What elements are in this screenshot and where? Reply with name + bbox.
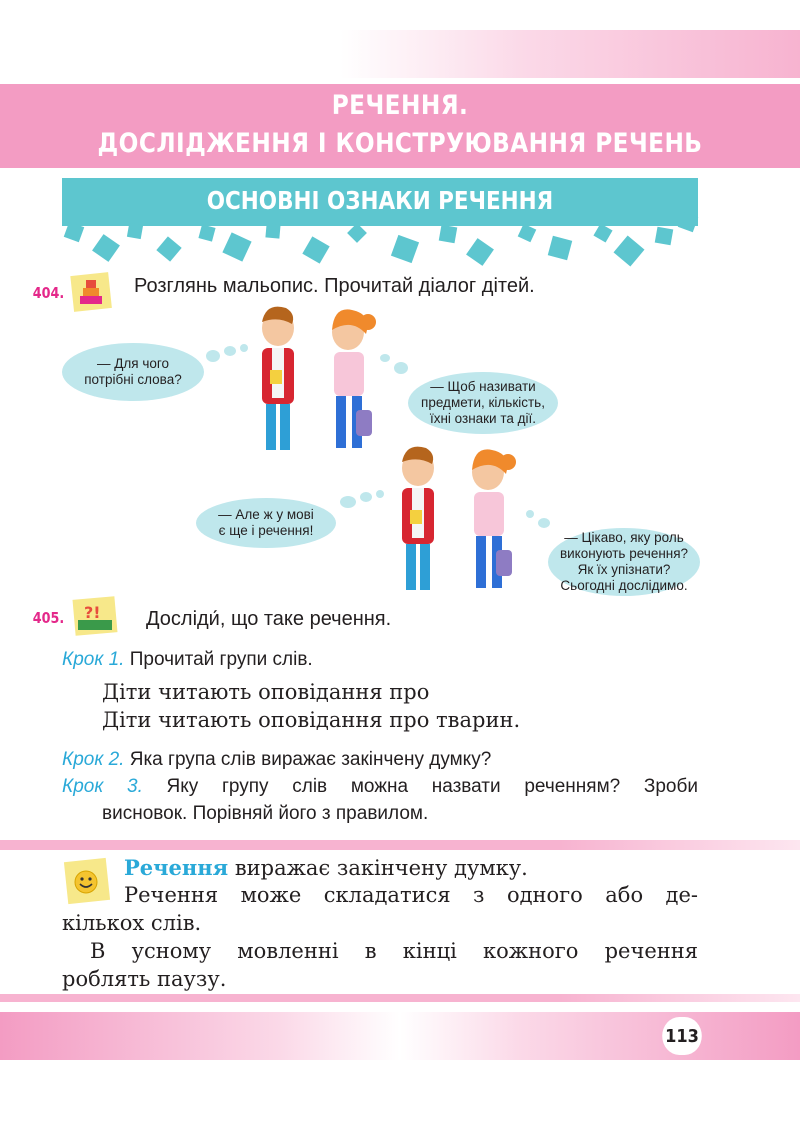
rule-line-3: кількох слів. bbox=[62, 911, 202, 935]
question-book-icon bbox=[70, 596, 120, 638]
bubble-dot bbox=[240, 344, 248, 352]
word-group-2: Діти читають оповідання про тварин. bbox=[102, 708, 521, 732]
task-405-number: 405. bbox=[32, 609, 65, 627]
task-404-text: Розглянь мальопис. Прочитай діалог дітей. bbox=[134, 275, 535, 297]
svg-text:?!: ?! bbox=[84, 603, 101, 622]
page-number: 113 bbox=[662, 1017, 702, 1055]
step-3-text: Яку групу слів можна назвати реченням? Зроби bbox=[166, 776, 698, 797]
step-1-label: Крок 1. bbox=[62, 649, 125, 670]
rule-line-4: В усному мовленні в кінці кожного речення bbox=[90, 939, 698, 963]
bubble-dot bbox=[340, 496, 356, 508]
rule-line-1 bbox=[124, 855, 528, 880]
speech-bubble-4: — Цікаво, яку роль виконують речення? Як їх упізнати? Сьогодні дослідимо. bbox=[548, 528, 700, 596]
children-illustration-1 bbox=[248, 300, 398, 460]
step-1 bbox=[62, 649, 313, 671]
rule-top-band bbox=[0, 840, 800, 850]
word-group-1: Діти читають оповідання про bbox=[102, 680, 430, 704]
bubble-dot bbox=[380, 354, 390, 362]
step-1-text: Прочитай групи слів. bbox=[129, 649, 313, 670]
rule-line-1-rest: виражає закінчену думку. bbox=[234, 856, 528, 880]
rule-bottom-band bbox=[0, 994, 800, 1002]
bubble-dot bbox=[538, 518, 550, 528]
step-2-text: Яка група слів виражає закінчену думку? bbox=[129, 749, 492, 770]
task-405-text: Досліди́, що таке речення. bbox=[146, 608, 392, 630]
top-decor-strip bbox=[340, 30, 800, 78]
bubble-dot bbox=[360, 492, 372, 502]
step-3 bbox=[62, 776, 698, 798]
children-illustration-2 bbox=[388, 440, 538, 600]
smiley-icon bbox=[62, 856, 112, 906]
step-2-label: Крок 2. bbox=[62, 749, 125, 770]
bubble-dot bbox=[224, 346, 236, 356]
bubble-dot bbox=[376, 490, 384, 498]
speech-bubble-1: — Для чого потрібні слова? bbox=[62, 343, 204, 401]
section-title: ОСНОВНІ ОЗНАКИ РЕЧЕННЯ bbox=[206, 186, 554, 215]
rule-line-2: Речення може складатися з одного або де- bbox=[124, 883, 698, 907]
step-3-label: Крок 3. bbox=[62, 776, 143, 797]
bubble-dot bbox=[394, 362, 408, 374]
speech-bubble-3: — Але ж у мові є ще і речення! bbox=[196, 498, 336, 548]
pyramid-icon bbox=[68, 268, 114, 314]
step-2 bbox=[62, 749, 491, 771]
task-404-number: 404. bbox=[32, 284, 65, 302]
page-title-line2: ДОСЛІДЖЕННЯ І КОНСТРУЮВАННЯ РЕЧЕНЬ bbox=[97, 128, 703, 159]
rule-term: Речення bbox=[124, 855, 229, 880]
bubble-dot bbox=[206, 350, 220, 362]
bubble-dot bbox=[526, 510, 534, 518]
page-title-line1: РЕЧЕННЯ. bbox=[331, 90, 469, 121]
step-3-text-line2: висновок. Порівняй його з правилом. bbox=[102, 803, 429, 824]
speech-bubble-2: — Щоб називати предмети, кількість, їхні ознаки та дії. bbox=[408, 372, 558, 434]
rule-line-5: роблять паузу. bbox=[62, 967, 227, 991]
